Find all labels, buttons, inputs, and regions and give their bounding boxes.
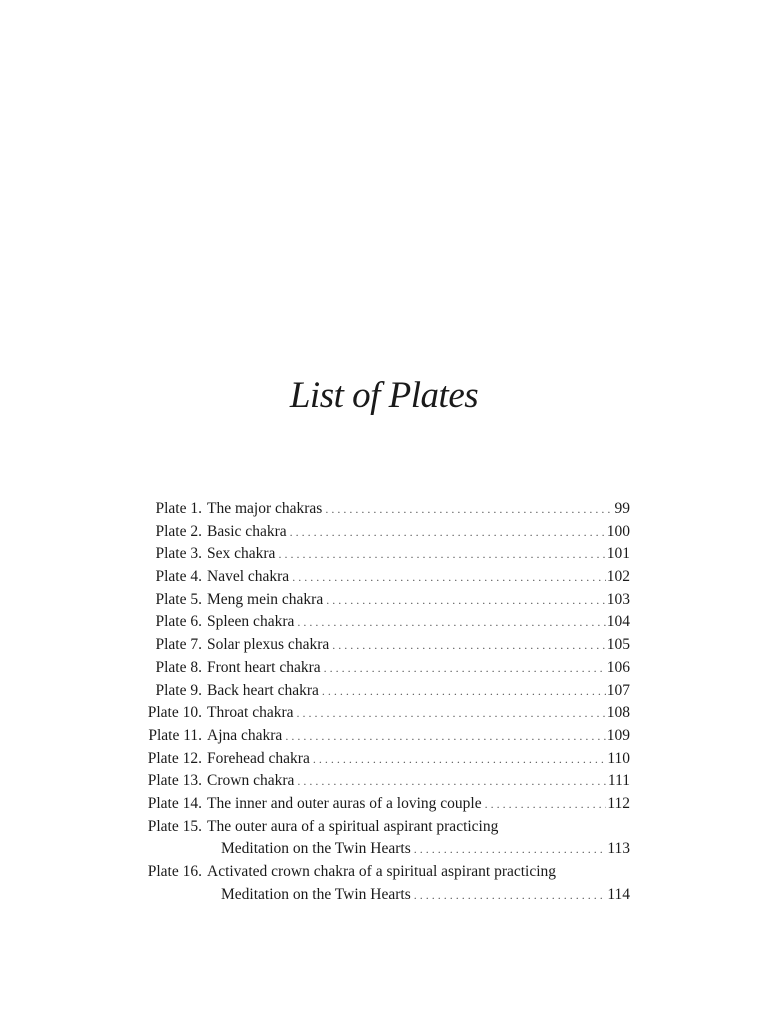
list-item — [0, 611, 768, 634]
dot-leader — [285, 725, 605, 748]
page-number: 108 — [606, 704, 630, 722]
page-number: 100 — [606, 522, 630, 540]
plate-title-continuation: Meditation on the Twin Hearts — [221, 885, 411, 903]
dot-leader — [290, 521, 606, 544]
plate-title: Ajna chakra — [207, 726, 283, 744]
list-item — [0, 498, 768, 521]
page-number: 109 — [606, 726, 630, 744]
plate-number: Plate 2. — [155, 522, 202, 540]
page-number: 106 — [606, 658, 630, 676]
dot-leader — [324, 657, 606, 680]
list-item — [0, 521, 768, 544]
list-item — [0, 725, 768, 748]
page-number: 102 — [606, 568, 630, 586]
dot-leader — [322, 680, 606, 703]
page-number: 112 — [607, 794, 630, 812]
plate-title: Basic chakra — [207, 522, 287, 540]
plate-number: Plate 6. — [155, 613, 202, 631]
list-item — [0, 589, 768, 612]
plate-number: Plate 15. — [147, 817, 202, 835]
dot-leader — [332, 634, 606, 657]
plate-number: Plate 3. — [155, 545, 202, 563]
list-item — [0, 816, 768, 861]
plate-number: Plate 12. — [147, 749, 202, 767]
plate-title: Front heart chakra — [207, 658, 321, 676]
dot-leader — [297, 611, 605, 634]
plate-title: Crown chakra — [207, 772, 295, 790]
plate-number: Plate 7. — [155, 636, 202, 654]
dot-leader — [485, 793, 607, 816]
plates-list — [0, 498, 768, 906]
page-number: 101 — [606, 545, 630, 563]
plate-number: Plate 16. — [147, 863, 202, 881]
plate-title: Meng mein chakra — [207, 590, 324, 608]
dot-leader — [297, 770, 607, 793]
list-item — [0, 702, 768, 725]
plate-title: The major chakras — [207, 500, 323, 517]
list-item — [0, 793, 768, 816]
plate-number: Plate 8. — [155, 658, 202, 676]
plate-title: Solar plexus chakra — [207, 636, 330, 654]
page-number: 104 — [606, 613, 630, 631]
page-number: 113 — [607, 840, 630, 858]
list-item — [0, 657, 768, 680]
dot-leader — [297, 702, 606, 725]
list-item — [0, 543, 768, 566]
plate-title: Throat chakra — [207, 704, 294, 722]
plate-title-continuation: Meditation on the Twin Hearts — [221, 840, 411, 858]
dot-leader — [414, 884, 607, 907]
page-number: 105 — [606, 636, 630, 654]
plate-title: Spleen chakra — [207, 613, 295, 631]
page-number: 114 — [607, 885, 630, 903]
plate-title: Navel chakra — [207, 568, 290, 586]
plate-number: Plate 4. — [155, 568, 202, 586]
plate-number: Plate 10. — [147, 704, 202, 722]
dot-leader — [313, 748, 606, 771]
dot-leader — [326, 589, 606, 612]
list-item — [0, 566, 768, 589]
page-title: List of Plates — [289, 375, 479, 416]
list-item — [0, 770, 768, 793]
plate-title: The outer aura of a spiritual aspirant practicing — [207, 817, 499, 835]
dot-leader — [292, 566, 606, 589]
plate-number: Plate 11. — [148, 726, 202, 744]
dot-leader — [414, 838, 607, 861]
list-item — [0, 861, 768, 906]
dot-leader — [278, 543, 605, 566]
dot-leader — [325, 498, 613, 521]
page-number: 99 — [614, 500, 630, 517]
plate-title: Back heart chakra — [207, 681, 319, 699]
plate-number: Plate 14. — [147, 794, 202, 812]
page-number: 111 — [607, 772, 630, 790]
page-number: 107 — [606, 681, 630, 699]
plate-number: Plate 9. — [155, 681, 202, 699]
plate-title: The inner and outer auras of a loving couple — [207, 794, 482, 812]
page-number: 103 — [606, 590, 630, 608]
page-number: 110 — [607, 749, 630, 767]
plate-number: Plate 1. — [155, 500, 202, 517]
list-item — [0, 680, 768, 703]
plate-title: Forehead chakra — [207, 749, 310, 767]
list-item — [0, 748, 768, 771]
plate-title: Sex chakra — [207, 545, 276, 563]
plate-number: Plate 5. — [155, 590, 202, 608]
plate-number: Plate 13. — [147, 772, 202, 790]
list-item — [0, 634, 768, 657]
plate-title: Activated crown chakra of a spiritual aspirant practicing — [207, 863, 557, 881]
